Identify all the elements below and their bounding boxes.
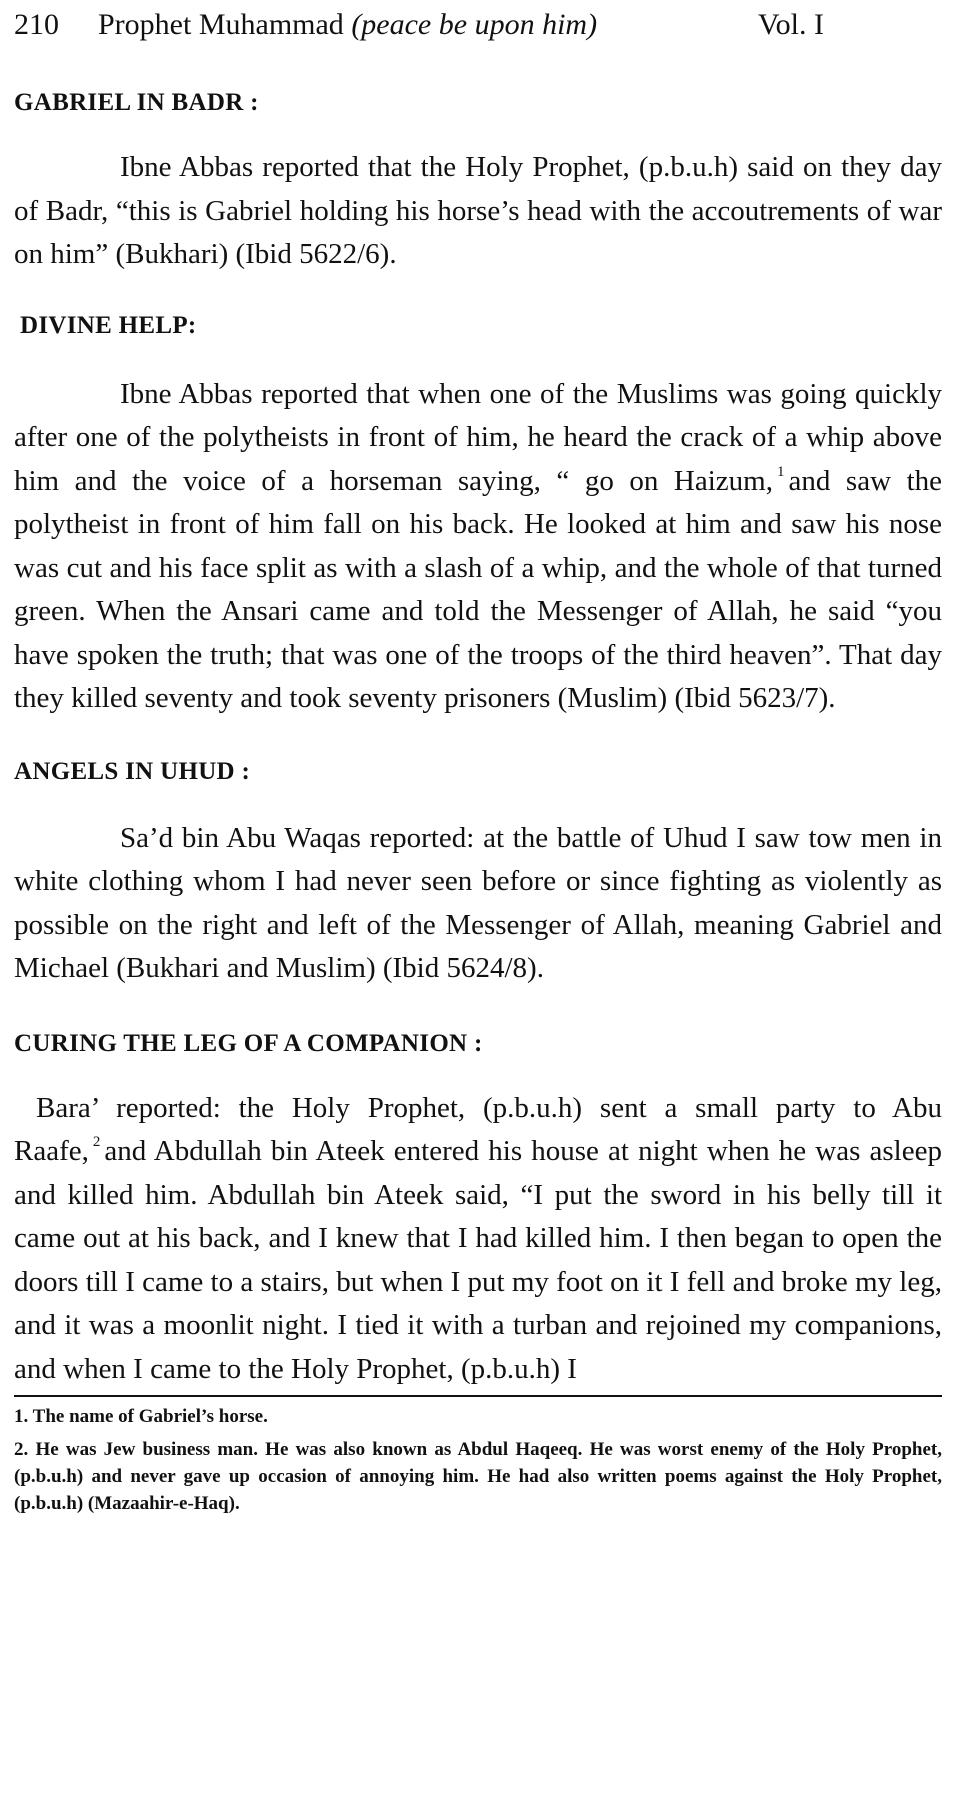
footnote-2: 2. He was Jew business man. He was also known as Abdul Haqeeq. He was worst enemy of the Holy Prophet, (p.b.u.h) and never gave up occasion of annoying him. He had also written poems against the Holy Prophet, (p.b.u.h) (Mazaahir-e-Haq). [14, 1439, 942, 1514]
running-title-main: Prophet Muhammad [98, 8, 344, 41]
footnote-separator [14, 1395, 942, 1397]
footnotes [14, 1403, 942, 1517]
footnote-marker-1: 1 [776, 463, 785, 480]
section-heading-curing-the-leg: CURING THE LEG OF A COMPANION : [14, 1029, 483, 1057]
volume-label: Vol. I [757, 8, 824, 41]
section-heading-divine-help: DIVINE HELP: [20, 311, 197, 339]
running-title-italic: (peace be upon him) [351, 8, 598, 41]
section-paragraph-curing-the-leg [14, 1087, 942, 1392]
footnote-marker-2: 2 [92, 1134, 101, 1150]
running-header [14, 0, 942, 66]
running-title [98, 8, 597, 42]
section-paragraph-divine-help [14, 373, 942, 721]
paragraph-text-part1: Bara’ reported: the Holy Prophet, (p.b.u.h) sent a small party to Abu Raafe, [14, 1091, 942, 1167]
section-paragraph-gabriel-in-badr: Ibne Abbas reported that the Holy Prophet, (p.b.u.h) said on they day of Badr, “this is Gabriel holding his horse’s head with the accoutrements of war on him” (Bukhari) (Ibid 5622/6). [14, 151, 942, 270]
paragraph-text-part1: Ibne Abbas reported that when one of the Muslims was going quickly after one of the polytheists in front of him, he heard the crack of a whip above him and the voice of a horseman saying, “ go on Haizum, [14, 377, 942, 497]
section-heading-gabriel-in-badr: GABRIEL IN BADR : [14, 89, 259, 116]
page-number: 210 [14, 8, 59, 41]
paragraph-text-part2: and Abdullah bin Ateek entered his house at night when he was asleep and killed him. Abdullah bin Ateek said, “I put the sword in his belly till it came out at his back, and I knew that I had killed him. I then began to open the doors till I came to a stairs, but when I put my foot on it I fell and broke my leg, and it was a moonlit night. I tied it with a turban and rejoined my companions, and when I came to the Holy Prophet, (p.b.u.h) I [14, 1135, 942, 1385]
book-page [14, 0, 942, 1517]
paragraph-text-part2: and saw the polytheist in front of him fall on his back. He looked at him and saw his nose was cut and his face split as with a slash of a whip, and the whole of that turned green. When the Ansari came and told the Messenger of Allah, he said “you have spoken the truth; that was one of the troops of the third heaven”. That day they killed seventy and took seventy prisoners (Muslim) (Ibid 5623/7). [14, 464, 942, 714]
section-heading-angels-in-uhud: ANGELS IN UHUD : [14, 757, 251, 785]
section-paragraph-angels-in-uhud: Sa’d bin Abu Waqas reported: at the battle of Uhud I saw tow men in white clothing whom I had never seen before or since fighting as violently as possible on the right and left of the Messenger of Allah, meaning Gabriel and Michael (Bukhari and Muslim) (Ibid 5624/8). [14, 821, 942, 984]
footnote-1: 1. The name of Gabriel’s horse. [14, 1406, 268, 1427]
